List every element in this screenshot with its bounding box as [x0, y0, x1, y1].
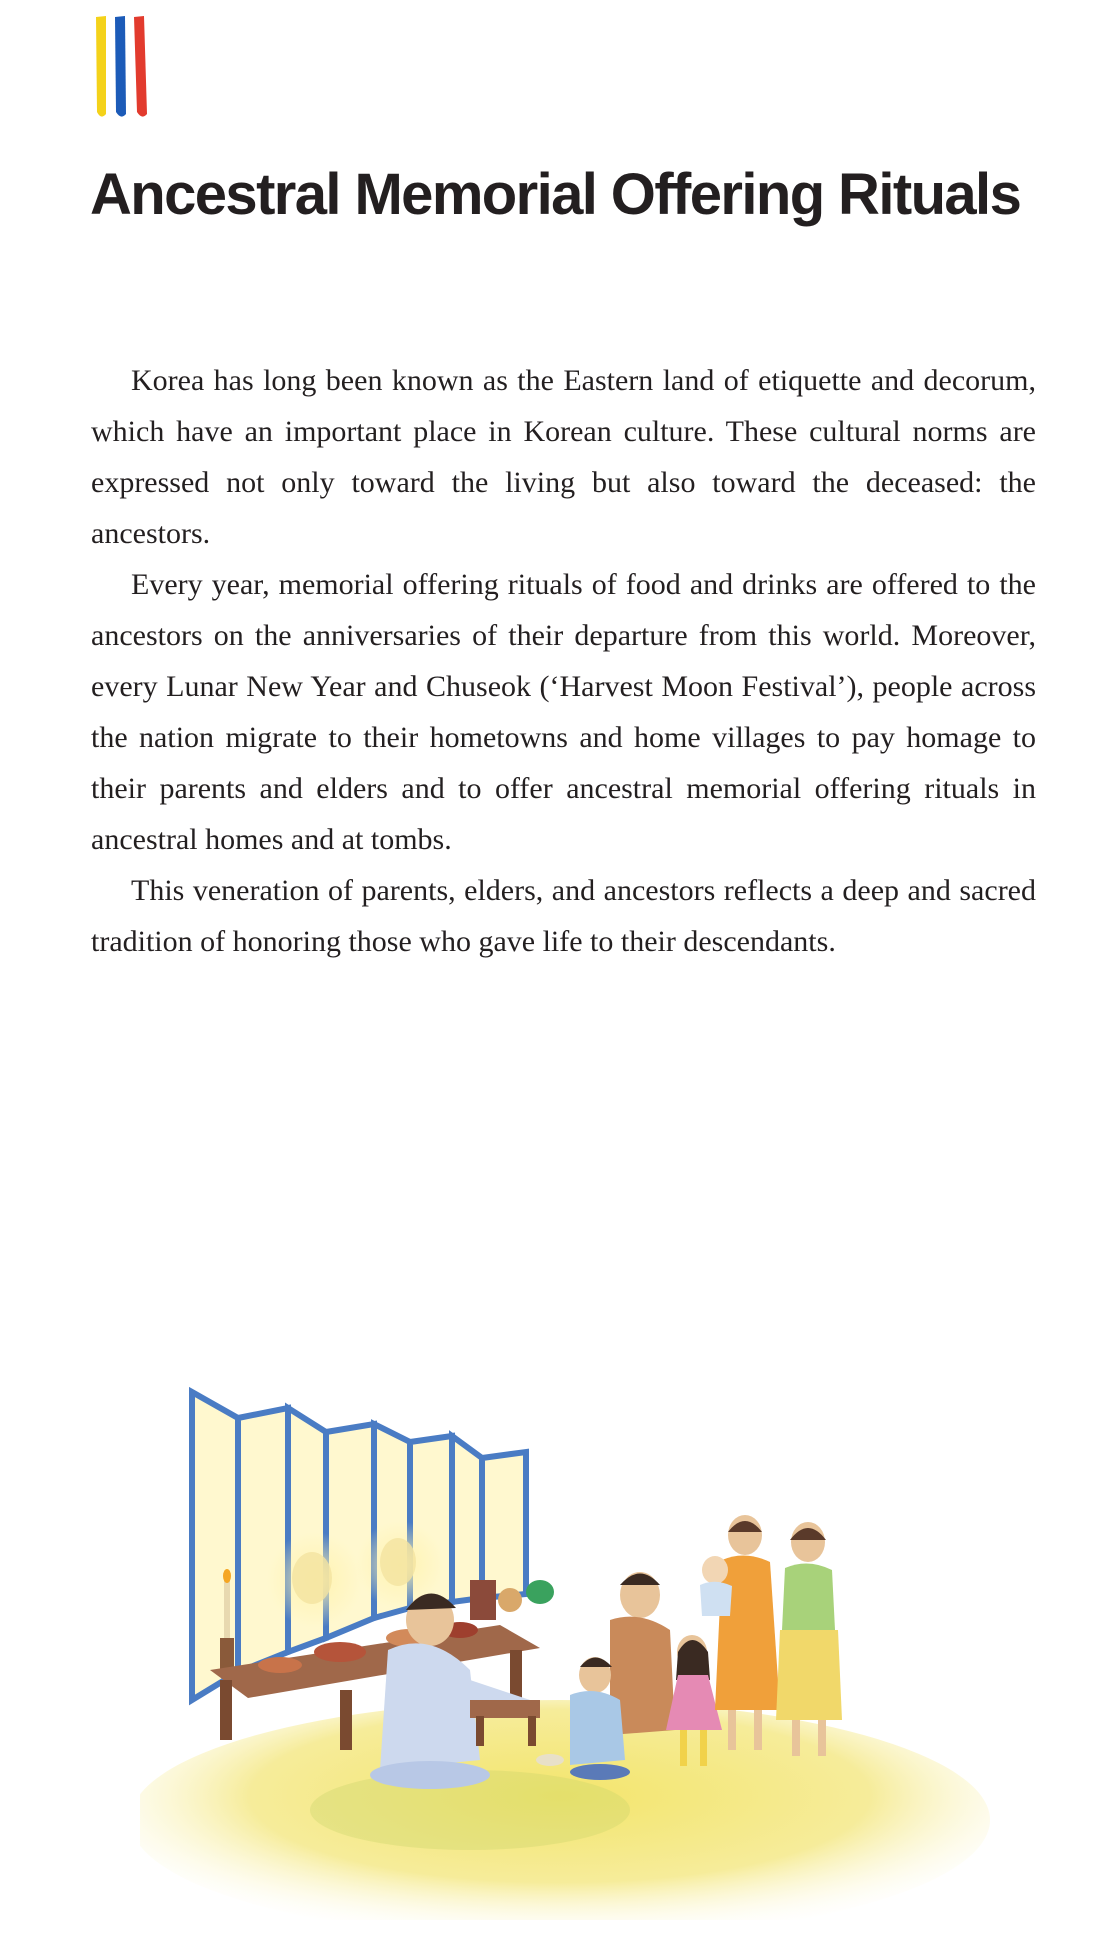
paragraph: Every year, memorial offering rituals of food and drinks are offered to the ancestors on the anniversaries of their departure from this world. Moreover, every Lunar New Year and Chuseok (‘Harvest Moon Festival’), people across the nation migrate to their hometowns and home villages to pay homage to their parents and elders and to offer ancestral memorial offering rituals in ancestral homes and at tombs.	[91, 568, 1036, 856]
paragraph: Korea has long been known as the Eastern land of etiquette and decorum, which have an important place in Korean culture. These cultural norms are expressed not only toward the living but also toward the deceased: the ancestors.	[91, 364, 1036, 550]
page-title: Ancestral Memorial Offering Rituals	[90, 162, 1021, 227]
paragraph: This veneration of parents, elders, and ancestors reflects a deep and sacred tradition of honoring those who gave life to their descendants.	[91, 874, 1036, 958]
tricolor-brush-mark-icon	[92, 14, 154, 126]
body-text	[91, 355, 1036, 967]
ancestral-rite-family-illustration	[140, 1380, 1000, 1920]
